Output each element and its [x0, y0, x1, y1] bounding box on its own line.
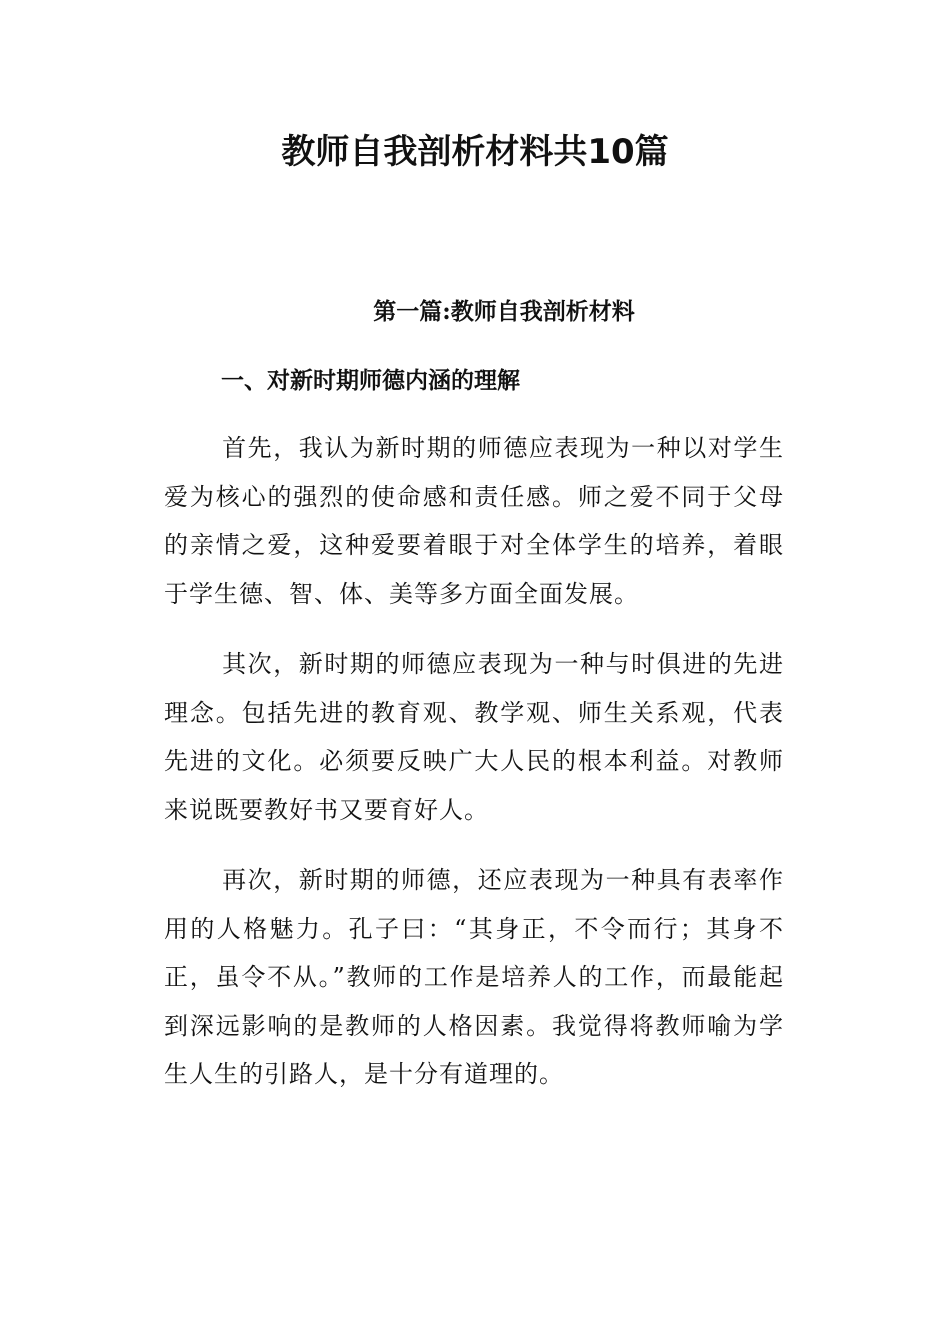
section-heading: 一、对新时期师德内涵的理解: [221, 367, 520, 394]
body-paragraph-3: 再次，新时期的师德，还应表现为一种具有表率作用的人格魅力。孔子曰：“其身正，不令而行；其身不正，虽令不从。”教师的工作是培养人的工作，而最能起到深远影响的是教师的人格因素。我觉得将教师喻为学生人生的引路人，是十分有道理的。: [164, 866, 784, 1088]
body-paragraph-1: 首先，我认为新时期的师德应表现为一种以对学生爱为核心的强烈的使命感和责任感。师之爱不同于父母的亲情之爱，这种爱要着眼于对全体学生的培养，着眼于学生德、智、体、美等多方面全面发展。: [164, 434, 784, 608]
chapter-title: 第一篇:教师自我剖析材料: [373, 298, 635, 325]
body-paragraph-2: 其次，新时期的师德应表现为一种与时俱进的先进理念。包括先进的教育观、教学观、师生关系观，代表先进的文化。必须要反映广大人民的根本利益。对教师来说既要教好书又要育好人。: [164, 650, 784, 824]
document-title: 教师自我剖析材料共10篇: [281, 132, 669, 172]
